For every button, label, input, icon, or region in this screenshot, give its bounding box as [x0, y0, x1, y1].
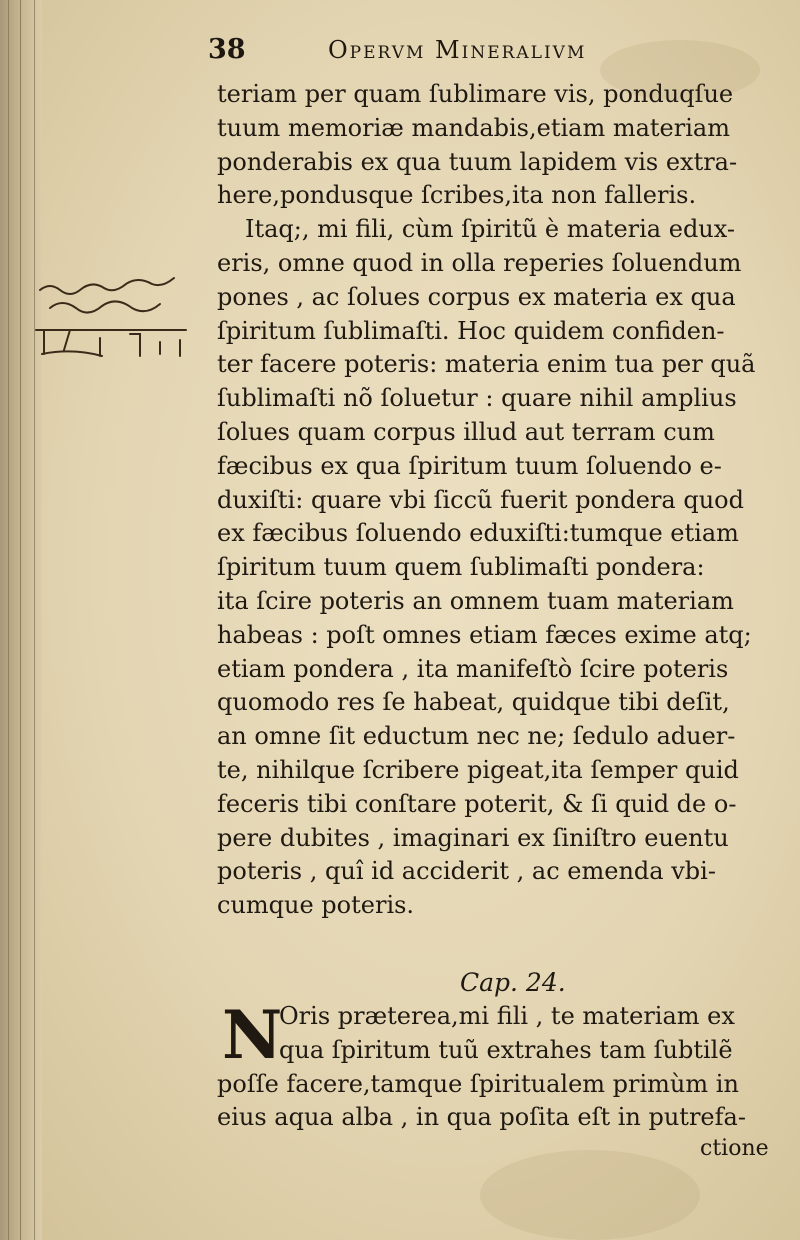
drop-cap: N — [222, 996, 283, 1074]
text-line: qua ſpiritum tuũ extrahes tam ſubtilẽ — [279, 1035, 733, 1064]
text-line: etiam pondera , ita manifeſtò ſcire poteris — [217, 654, 729, 683]
text-line: teriam per quam ſublimare vis, ponduqſue — [217, 80, 734, 108]
gutter-edge-line — [20, 0, 21, 1240]
text-line: habeas : poſt omnes etiam fæces exime atq; — [217, 620, 752, 649]
text-line: tuum memoriæ mandabis,etiam materiam — [217, 113, 730, 142]
text-line: cumque poteris. — [217, 891, 415, 920]
text-line: ponderabis ex qua tuum lapidem vis extra- — [217, 147, 738, 176]
gutter-edge-line — [34, 0, 35, 1240]
binding-gutter — [0, 0, 42, 1240]
text-line: ſpiritum tuum quem ſublimaſti pondera: — [217, 553, 705, 582]
text-line: pere dubites , imaginari ex ſiniſtro euentu — [217, 823, 729, 852]
text-line: poſſe facere,tamque ſpiritualem primùm in — [217, 1069, 739, 1098]
text-line: duxiſti: quare vbi ſiccũ fuerit pondera quod — [217, 485, 744, 514]
text-line: ex fæcibus ſoluendo eduxiſti:tumque etiam — [217, 519, 739, 548]
text-line: fæcibus ex qua ſpiritum tuum ſoluendo e- — [217, 451, 722, 480]
paper-stain — [480, 1150, 700, 1240]
marginal-manuscript-note — [30, 268, 210, 408]
text-line: ſpiritum ſublimaſti. Hoc quidem confiden- — [217, 316, 725, 345]
text-line: ſolues quam corpus illud aut terram cum — [217, 417, 715, 446]
text-line: quomodo res ſe habeat, quidque tibi deſit, — [217, 688, 730, 717]
text-line: an omne ſit eductum nec ne; ſedulo aduer- — [217, 722, 736, 751]
catchword: ctione — [700, 1136, 769, 1161]
gutter-edge-line — [8, 0, 9, 1240]
text-line: poteris , quî id acciderit , ac emenda vbi- — [217, 857, 716, 886]
text-line: eris, omne quod in olla reperies ſoluendum — [217, 248, 742, 277]
text-line: ſublimaſti nõ ſoluetur : quare nihil amplius — [217, 384, 737, 413]
text-line: feceris tibi conſtare poterit, & ſi quid de o- — [217, 789, 737, 818]
page-header — [208, 34, 768, 74]
text-line: pones , ac ſolues corpus ex materia ex qua — [217, 282, 736, 311]
main-text-block — [217, 78, 777, 923]
text-line: eius aqua alba , in qua poſita eſt in putrefa- — [217, 1103, 746, 1132]
chapter-text-block — [217, 996, 777, 1135]
chapter-heading: Cap. 24. — [460, 968, 566, 997]
running-title: Opervm Mineralivm — [328, 36, 587, 64]
text-line: te, nihilque ſcribere pigeat,ita ſemper quid — [217, 755, 739, 784]
text-line: here,pondusque ſcribes,ita non falleris. — [217, 181, 697, 210]
text-line: ita ſcire poteris an omnem tuam materiam — [217, 586, 734, 615]
text-line: Oris præterea,mi fili , te materiam ex — [279, 1002, 735, 1030]
text-line: Itaq;, mi fili, cùm ſpiritũ è materia edux- — [245, 215, 735, 244]
text-line: ter facere poteris: materia enim tua per quã — [217, 350, 756, 379]
page-number: 38 — [208, 34, 246, 65]
